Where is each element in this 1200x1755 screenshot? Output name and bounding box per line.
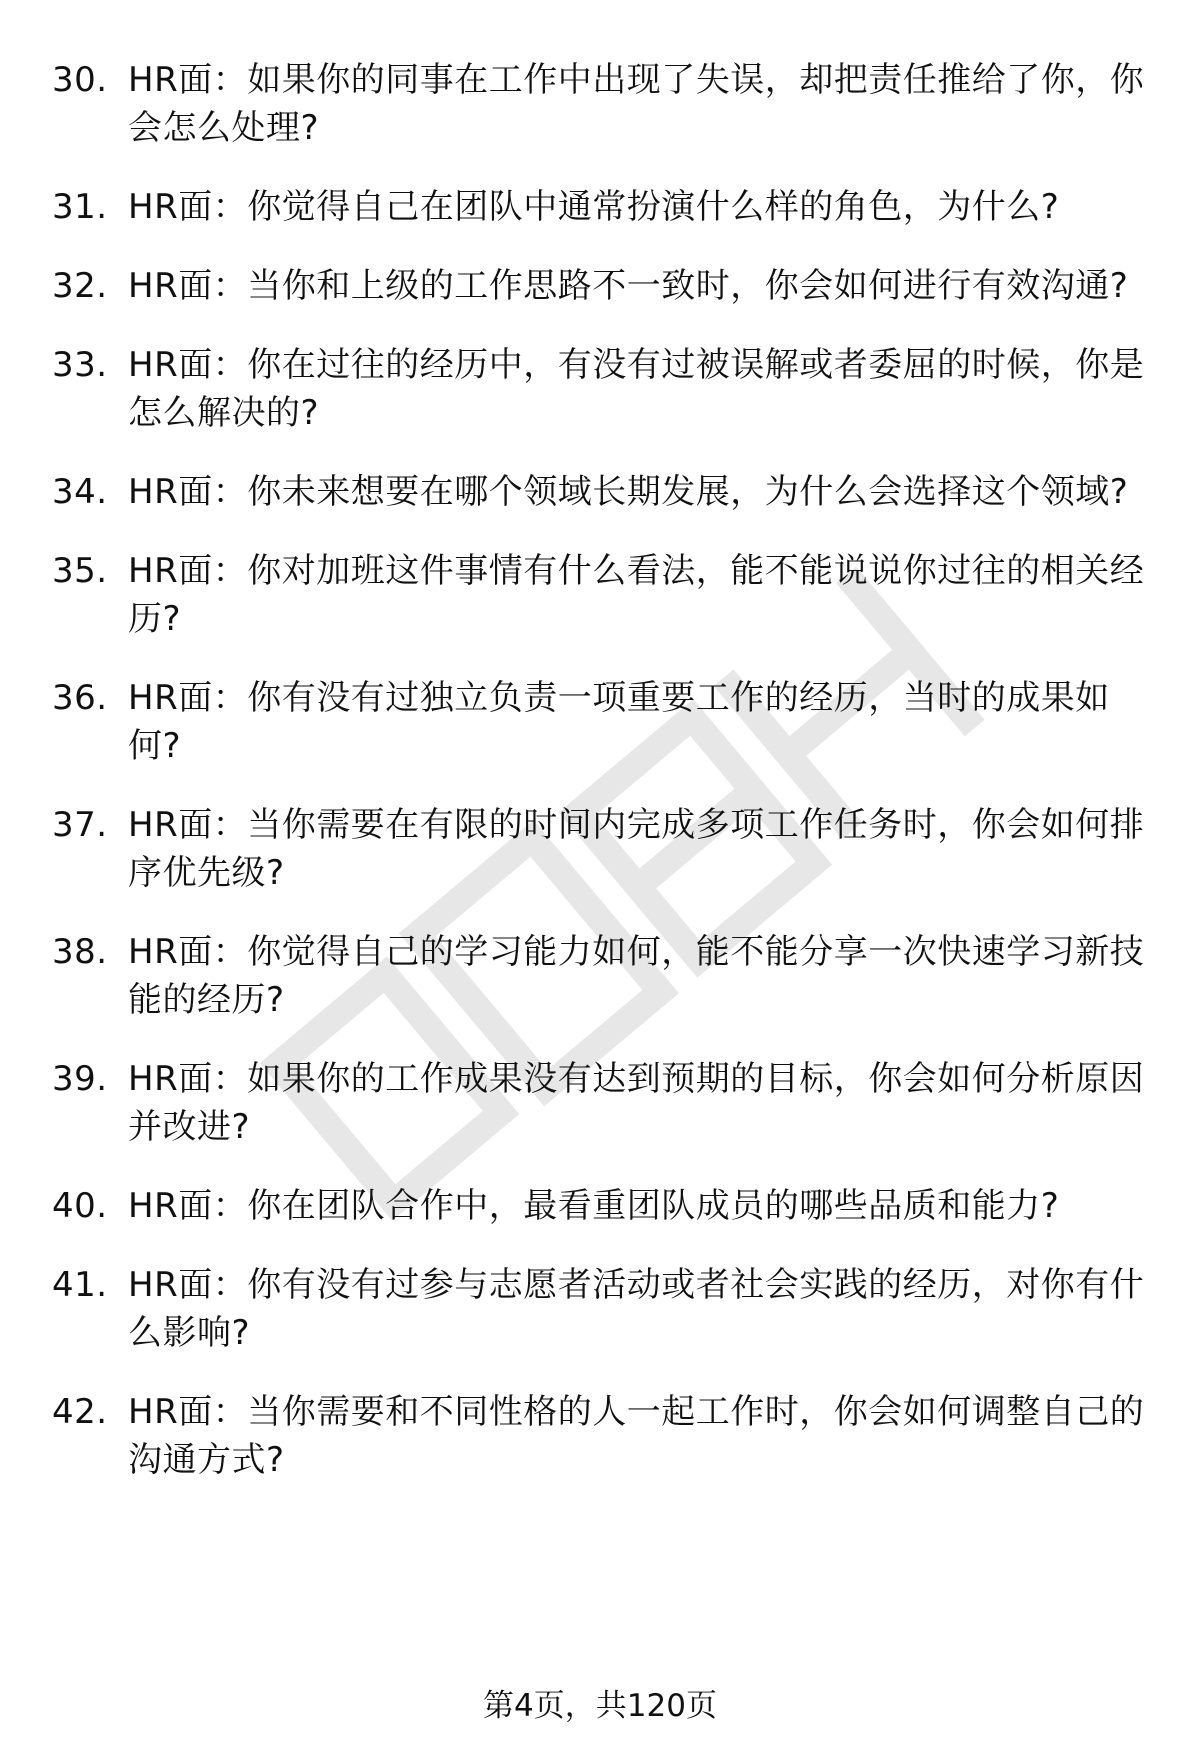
question-number: 42.	[52, 1392, 108, 1432]
question-list	[0, 56, 1200, 1515]
question-item-36	[0, 674, 1200, 770]
question-item-41	[0, 1261, 1200, 1357]
question-item-34	[0, 468, 1200, 516]
question-item-33	[0, 341, 1200, 437]
question-item-42	[0, 1388, 1200, 1484]
question-text: HR面：当你和上级的工作思路不一致时，你会如何进行有效沟通?	[128, 266, 1129, 306]
question-number: 32.	[52, 266, 108, 306]
question-item-31	[0, 183, 1200, 231]
question-number: 36.	[52, 678, 108, 718]
page-footer: 第4页，共120页	[483, 1688, 717, 1724]
question-item-35	[0, 547, 1200, 643]
question-number: 33.	[52, 345, 108, 385]
question-item-40	[0, 1182, 1200, 1230]
question-number: 35.	[52, 551, 108, 591]
question-text: HR面：当你需要在有限的时间内完成多项工作任务时，你会如何排序优先级?	[128, 805, 1145, 893]
question-text: HR面：你有没有过独立负责一项重要工作的经历，当时的成果如何?	[128, 678, 1110, 766]
question-number: 31.	[52, 187, 108, 227]
question-text: HR面：当你需要和不同性格的人一起工作时，你会如何调整自己的沟通方式?	[128, 1392, 1145, 1480]
question-number: 30.	[52, 60, 108, 100]
question-item-32	[0, 262, 1200, 310]
question-number: 34.	[52, 472, 108, 512]
question-number: 37.	[52, 805, 108, 845]
question-text: HR面：如果你的工作成果没有达到预期的目标，你会如何分析原因并改进?	[128, 1059, 1145, 1147]
question-text: HR面：你有没有过参与志愿者活动或者社会实践的经历，对你有什么影响?	[128, 1265, 1145, 1353]
question-number: 38.	[52, 932, 108, 972]
question-text: HR面：你觉得自己的学习能力如何，能不能分享一次快速学习新技能的经历?	[128, 932, 1145, 1020]
question-text: HR面：你对加班这件事情有什么看法，能不能说说你过往的相关经历?	[128, 551, 1145, 639]
question-number: 41.	[52, 1265, 108, 1305]
question-item-37	[0, 801, 1200, 897]
question-text: HR面：你觉得自己在团队中通常扮演什么样的角色，为什么?	[128, 187, 1060, 227]
question-number: 40.	[52, 1186, 108, 1226]
question-number: 39.	[52, 1059, 108, 1099]
question-item-30	[0, 56, 1200, 152]
question-item-39	[0, 1055, 1200, 1151]
question-text: HR面：你在过往的经历中，有没有过被误解或者委屈的时候，你是怎么解决的?	[128, 345, 1145, 433]
question-text: HR面：你未来想要在哪个领域长期发展，为什么会选择这个领域?	[128, 472, 1129, 512]
question-text: HR面：如果你的同事在工作中出现了失误，却把责任推给了你，你会怎么处理?	[128, 60, 1145, 148]
question-text: HR面：你在团队合作中，最看重团队成员的哪些品质和能力?	[128, 1186, 1060, 1226]
question-item-38	[0, 928, 1200, 1024]
